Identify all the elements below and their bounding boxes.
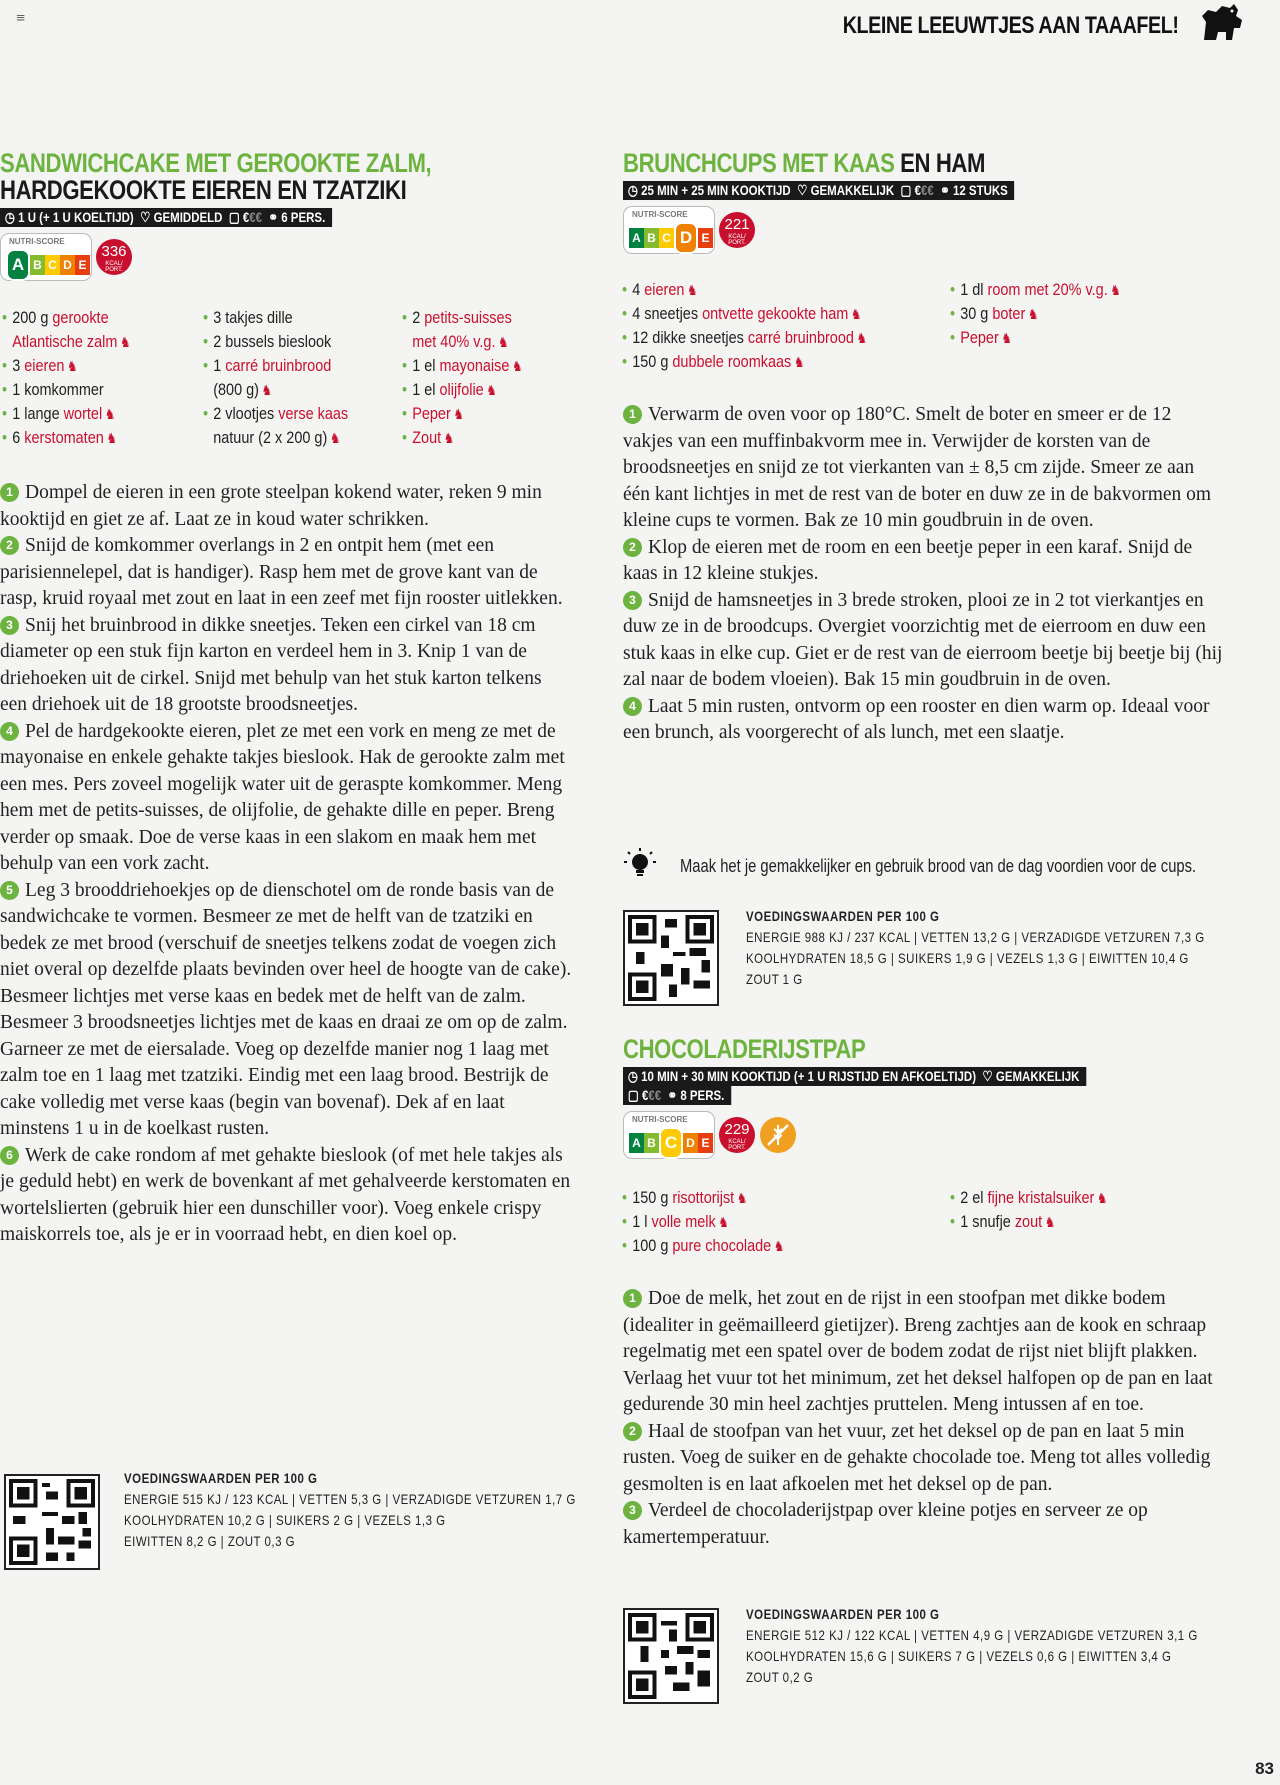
delhaize-product-icon: ♞ bbox=[66, 358, 78, 374]
recipe-steps bbox=[623, 1286, 1233, 1551]
nutrition-facts: VOEDINGSWAARDEN PER 100 G ENERGIE 515 KJ / 123 KCAL | VETTEN 5,3 G | VERZADIGDE VETZUREN 1,7 G KOOLHYDRATEN 10,2 G | SUIKERS 2 G | VEZELS 1,3 G EIWITTEN 8,2 G | ZOUT 0,3 G bbox=[124, 1470, 576, 1549]
step-number: 1 bbox=[623, 405, 642, 424]
chef-hat-icon: ♡ bbox=[797, 182, 808, 198]
delhaize-product-icon: ♞ bbox=[736, 1190, 748, 1206]
step-number: 2 bbox=[0, 536, 19, 555]
delhaize-product-icon: ♞ bbox=[511, 358, 523, 374]
basket-icon: ▢ bbox=[228, 209, 240, 225]
chef-hat-icon: ♡ bbox=[982, 1068, 993, 1084]
clock-icon: ◷ bbox=[627, 1068, 638, 1084]
ingredient-item: • 1 el mayonaise ♞ bbox=[402, 354, 530, 378]
recipe-step: 1 Dompel de eieren in een grote steelpan kokend water, reken 9 min kooktijd en giet ze af. Laat ze in koud water schrikken. bbox=[0, 482, 542, 530]
step-number: 4 bbox=[623, 697, 642, 716]
ingredient-item: • 12 dikke sneetjes carré bruinbrood ♞ bbox=[622, 326, 911, 350]
recipe-step: 1 Doe de melk, het zout en de rijst in een stoofpan met dikke bodem (idealiter in geëmailleerd gietijzer). Breng zachtjes aan de kook en schraap regelmatig met een spatel over de bodem zodat de rijst niet blijft plakken. Verlaag het vuur tot het minimum, zet het deksel halfopen op de pan en laat gedurende 30 min heel zachtjes pruttelen. Meng intussen af en toe. bbox=[623, 1288, 1213, 1415]
nutrition-facts: VOEDINGSWAARDEN PER 100 G ENERGIE 512 KJ / 122 KCAL | VETTEN 4,9 G | VERZADIGDE VETZUREN 3,1 G KOOLHYDRATEN 15,6 G | SUIKERS 7 G | VEZELS 0,6 G | EIWITTEN 3,4 G ZOUT 0,2 G bbox=[746, 1606, 1198, 1685]
ingredient-item: • 3 eieren ♞ bbox=[2, 354, 172, 378]
recipe-meta-bar-2 bbox=[623, 1086, 731, 1105]
recipe-step: 4 Laat 5 min rusten, ontvorm op een rooster en dien warm op. Ideaal voor een brunch, als voorgerecht of als lunch, met een slaatje. bbox=[623, 695, 1210, 743]
recipe-subtitle: HARDGEKOOKTE EIEREN EN TZATZIKI bbox=[0, 175, 407, 205]
ingredient-item: • Peper ♞ bbox=[950, 326, 1137, 350]
recipe-step: 4 Pel de hardgekookte eieren, plet ze met een vork en meng ze met de mayonaise en enkele gehakte takjes bieslook. Hak de gerookte zalm met een mes. Pers zoveel mogelijk water uit de geraspte komkommer. Meng hem met de petits-suisses, de olijfolie, de gehakte dille en peper. Breng verder op smaak. Doe de verse kaas in een slakom en maak hem met behulp van een vork zacht. bbox=[0, 720, 565, 874]
gluten-free-icon bbox=[760, 1117, 796, 1153]
prep-time: 10 MIN + 30 MIN KOOKTIJD (+ 1 U RIJSTIJD EN AFKOELTIJD) bbox=[641, 1068, 977, 1084]
recipe-meta-bar bbox=[623, 181, 1014, 200]
price-level: €€€ bbox=[641, 1087, 662, 1103]
recipe-step: 3 Verdeel de chocoladerijstpap over kleine potjes en serveer ze op kamertemperatuur. bbox=[623, 1500, 1148, 1548]
recipe-step: 3 Snijd de hamsneetjes in 3 brede stroken, plooi ze in 2 tot vierkantjes en duw ze in de broodcups. Overgiet voorzichtig met de eierroom en duw een stuk kaas in elke cup. Giet er de rest van de eierroom beetje bij beetje bij (hij zal naar de bodem vloeien). Bak 15 min goudbruin in de oven. bbox=[623, 589, 1223, 690]
ingredient-item: • 1 snufje zout ♞ bbox=[950, 1210, 1137, 1234]
ingredient-item: • Peper ♞ bbox=[402, 402, 530, 426]
delhaize-product-icon: ♞ bbox=[104, 406, 116, 422]
delhaize-product-icon: ♞ bbox=[498, 334, 509, 350]
step-number: 2 bbox=[623, 538, 642, 557]
prep-time: 25 MIN + 25 MIN KOOKTIJD bbox=[641, 182, 791, 198]
recipe-meta-bar bbox=[0, 208, 332, 227]
nutri-score-selected: A bbox=[6, 249, 30, 281]
chef-hat-icon: ♡ bbox=[140, 209, 151, 225]
servings: 8 PERS. bbox=[680, 1087, 725, 1103]
nutri-score-block bbox=[623, 1111, 1243, 1161]
nutri-score-badge: NUTRI-SCORE A B C D E bbox=[623, 206, 715, 254]
menu-icon[interactable]: ≡ bbox=[16, 10, 26, 27]
ingredient-item: • 1 komkommer bbox=[2, 378, 172, 402]
nutri-score-selected: D bbox=[674, 222, 698, 254]
delhaize-product-icon: ♞ bbox=[106, 430, 118, 446]
recipe-brunchcups bbox=[623, 150, 1223, 256]
recipe-step: 6 Werk de cake rondom af met gehakte bieslook (of met hele takjes als je geduld hebt) en werk de bovenkant af met gehalveerde kerstomaten en wortelslierten (gebruik hier een dunschiller voor). Voeg enkele crispy maiskorrels toe, als je er in voorraad hebt, en dien koel op. bbox=[0, 1144, 571, 1245]
delhaize-product-icon: ♞ bbox=[486, 382, 497, 398]
recipe-step: 3 Snij het bruinbrood in dikke sneetjes. Teken een cirkel van 18 cm diameter op een stuk fijn karton en verdeel hem in 3. Knip 1 van de driehoeken uit de cirkel. Snijd met behulp van het stuk karton telkens een driehoek uit de 18 grootste broodsneetjes. bbox=[0, 614, 542, 715]
nutri-score-badge: NUTRI-SCORE A B C D E bbox=[623, 1111, 715, 1159]
recipe-step: 2 Haal de stoofpan van het vuur, zet het deksel op de pan en laat 5 min rusten. Voeg de suiker en de gehakte chocolade toe. Meng tot alles volledig gesmolten is en laat afkoelen met het deksel op de pan. bbox=[623, 1420, 1211, 1495]
ingredient-item: • 6 kerstomaten ♞ bbox=[2, 426, 172, 450]
delhaize-product-icon: ♞ bbox=[261, 382, 273, 398]
ingredient-item: • 150 g dubbele roomkaas ♞ bbox=[622, 350, 911, 374]
recipe-steps bbox=[623, 402, 1223, 747]
ingredient-item: • 4 eieren ♞ bbox=[622, 278, 911, 302]
delhaize-product-icon: ♞ bbox=[1044, 1214, 1056, 1230]
ingredient-item: • 1 l volle melk ♞ bbox=[622, 1210, 911, 1234]
delhaize-product-icon: ♞ bbox=[1110, 282, 1121, 298]
page-number: 83 bbox=[1255, 1759, 1274, 1778]
delhaize-product-icon: ♞ bbox=[1027, 306, 1039, 322]
step-number: 1 bbox=[623, 1289, 642, 1308]
difficulty: GEMIDDELD bbox=[153, 209, 223, 225]
kcal-badge: 229 KCAL/ PORT. bbox=[719, 1117, 755, 1153]
page-header-title: KLEINE LEEUWTJES AAN TAAAFEL! bbox=[842, 12, 1178, 39]
qr-code[interactable] bbox=[4, 1474, 100, 1570]
delhaize-product-icon: ♞ bbox=[119, 334, 131, 350]
lightbulb-icon bbox=[622, 846, 658, 886]
recipe-title: CHOCOLADERIJSTPAP bbox=[623, 1034, 866, 1064]
ingredient-item: • 4 sneetjes ontvette gekookte ham ♞ bbox=[622, 302, 911, 326]
delhaize-product-icon: ♞ bbox=[1001, 330, 1012, 346]
recipe-step: 1 Verwarm de oven voor op 180°C. Smelt de boter en smeer er de 12 vakjes van een muffinbakvorm mee in. Verwijder de korsten van de broodsneetjes en snijd ze tot vierkanten van ± 8,5 cm zijde. Smeer ze aan één kant lichtjes in met de rest van de boter en duw ze in de bakvormen om kleine cups te vormen. Bak ze 10 min goudbruin in de oven. bbox=[623, 404, 1212, 531]
delhaize-product-icon: ♞ bbox=[686, 282, 698, 298]
ingredient-item: • 30 g boter ♞ bbox=[950, 302, 1137, 326]
step-number: 3 bbox=[623, 1501, 642, 1520]
person-icon: ⚭ bbox=[667, 1087, 678, 1103]
recipe-sandwichcake bbox=[0, 150, 580, 283]
step-number: 3 bbox=[0, 616, 19, 635]
delhaize-product-icon: ♞ bbox=[718, 1214, 729, 1230]
delhaize-lion-logo bbox=[1196, 2, 1246, 46]
nutri-score-block bbox=[623, 206, 1223, 256]
servings: 12 STUKS bbox=[952, 182, 1008, 198]
ingredient-item: • 1 dl room met 20% v.g. ♞ bbox=[950, 278, 1137, 302]
ingredient-item: • 2 vlootjes verse kaas natuur (2 x 200 g) ♞ bbox=[203, 402, 356, 450]
delhaize-product-icon: ♞ bbox=[329, 430, 341, 446]
nutri-score-selected: C bbox=[659, 1127, 683, 1159]
recipe-step: 5 Leg 3 brooddriehoekjes op de dienschotel om de ronde basis van de sandwichcake te vormen. Besmeer ze met de helft van de tzatziki en bedek ze met brood (verschuif de sneetjes telkens zodat de voegen zich niet overal op dezelfde plaats bevinden over heel de hoogte van de cake). Besmeer lichtjes met verse kaas en bedek met de helft van de zalm. Besmeer 3 broodsneetjes lichtjes met de kaas en draai ze om op de zalm. Garneer ze met de eiersalade. Voeg op dezelfde manier nog 1 laag met zalm toe en 1 laag met tzatziki. Eindig met een laag brood. Bestrijk de cake volledig met verse kaas (begin van bovenaf). Dek af en laat minstens 1 u in de koelkast rusten. bbox=[0, 879, 572, 1139]
clock-icon: ◷ bbox=[4, 209, 15, 225]
step-number: 4 bbox=[0, 722, 19, 741]
step-number: 3 bbox=[623, 591, 642, 610]
recipe-title: SANDWICHCAKE MET GEROOKTE ZALM, bbox=[0, 148, 432, 178]
step-number: 6 bbox=[0, 1146, 19, 1165]
basket-icon: ▢ bbox=[900, 182, 912, 198]
delhaize-product-icon: ♞ bbox=[793, 354, 805, 370]
cooking-tip: Maak het je gemakkelijker en gebruik brood van de dag voordien voor de cups. bbox=[680, 856, 1197, 876]
recipe-title: BRUNCHCUPS MET KAAS EN HAM bbox=[623, 148, 986, 178]
recipe-step: 2 Klop de eieren met de room en een beetje peper in een karaf. Snijd de kaas in 12 kleine stukjes. bbox=[623, 536, 1193, 584]
price-level: €€€ bbox=[242, 209, 263, 225]
qr-code[interactable] bbox=[623, 1608, 719, 1704]
kcal-badge: 221 KCAL/ PORT. bbox=[719, 212, 755, 248]
clock-icon: ◷ bbox=[627, 182, 638, 198]
recipe-meta-bar bbox=[623, 1067, 1086, 1086]
recipe-steps bbox=[0, 480, 572, 1249]
delhaize-product-icon: ♞ bbox=[443, 430, 455, 446]
step-number: 5 bbox=[0, 881, 19, 900]
ingredient-item: • 1 lange wortel ♞ bbox=[2, 402, 172, 426]
difficulty: GEMAKKELIJK bbox=[810, 182, 895, 198]
difficulty: GEMAKKELIJK bbox=[995, 1068, 1080, 1084]
ingredient-item: • 150 g risottorijst ♞ bbox=[622, 1186, 911, 1210]
ingredient-item: • 1 carré bruinbrood (800 g) ♞ bbox=[203, 354, 356, 402]
delhaize-product-icon: ♞ bbox=[453, 406, 464, 422]
basket-icon: ▢ bbox=[627, 1087, 639, 1103]
delhaize-product-icon: ♞ bbox=[1096, 1190, 1108, 1206]
nutrition-facts: VOEDINGSWAARDEN PER 100 G ENERGIE 988 KJ / 237 KCAL | VETTEN 13,2 G | VERZADIGDE VETZUREN 7,3 G KOOLHYDRATEN 18,5 G | SUIKERS 1,9 G | VEZELS 1,3 G | EIWITTEN 10,4 G ZOUT 1 G bbox=[746, 908, 1205, 987]
ingredient-item: • Zout ♞ bbox=[402, 426, 530, 450]
delhaize-product-icon: ♞ bbox=[773, 1238, 785, 1254]
price-level: €€€ bbox=[914, 182, 934, 198]
nutri-score-badge: NUTRI-SCORE A B C D E bbox=[0, 233, 92, 281]
ingredient-item: • 200 g gerookte Atlantische zalm ♞ bbox=[2, 306, 172, 354]
nutri-score-block bbox=[0, 233, 580, 283]
ingredient-item: • 1 el olijfolie ♞ bbox=[402, 378, 530, 402]
kcal-badge: 336 KCAL/ PORT. bbox=[96, 239, 132, 275]
ingredient-item: • 2 el fijne kristalsuiker ♞ bbox=[950, 1186, 1137, 1210]
qr-code[interactable] bbox=[623, 910, 719, 1006]
recipe-chocoladerijstpap bbox=[623, 1036, 1243, 1161]
ingredient-item: • 2 petits-suisses met 40% v.g. ♞ bbox=[402, 306, 530, 354]
servings: 6 PERS. bbox=[281, 209, 326, 225]
prep-time: 1 U (+ 1 U KOELTIJD) bbox=[18, 209, 134, 225]
step-number: 1 bbox=[0, 483, 19, 502]
person-icon: ⚭ bbox=[940, 182, 950, 198]
ingredient-item: • 2 bussels bieslook bbox=[203, 330, 356, 354]
step-number: 2 bbox=[623, 1422, 642, 1441]
ingredient-item: • 100 g pure chocolade ♞ bbox=[622, 1234, 911, 1258]
person-icon: ⚭ bbox=[268, 209, 279, 225]
delhaize-product-icon: ♞ bbox=[850, 306, 862, 322]
delhaize-product-icon: ♞ bbox=[856, 330, 868, 346]
recipe-step: 2 Snijd de komkommer overlangs in 2 en ontpit hem (met een parisiennelepel, dat is handiger). Rasp hem met de grove kant van de rasp, kruid royaal met zout en laat in een zeef met fijn rooster uitlekken. bbox=[0, 535, 563, 609]
ingredient-item: • 3 takjes dille bbox=[203, 306, 356, 330]
